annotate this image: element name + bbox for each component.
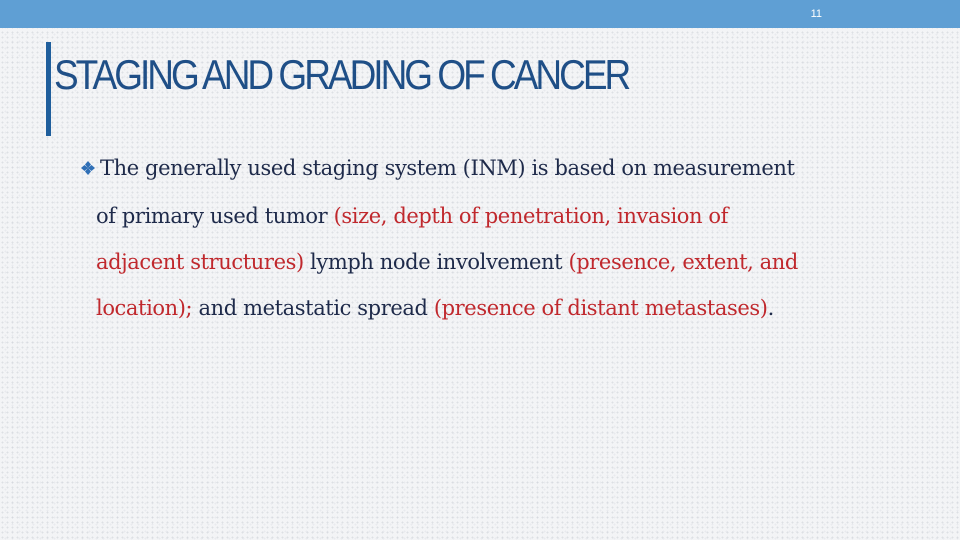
text-segment-emphasis: (presence, extent, and	[568, 250, 798, 274]
text-segment: and metastatic spread	[192, 296, 434, 320]
bullet-paragraph	[80, 145, 880, 331]
title-accent-bar	[46, 42, 51, 136]
text-segment: lymph node involvement	[303, 250, 569, 274]
paragraph-line	[80, 145, 880, 193]
slide-number: 11	[810, 8, 822, 20]
text-segment-emphasis: location);	[96, 296, 193, 320]
text-segment: The generally used staging system (INM) is based on measurement	[100, 156, 795, 180]
text-segment-emphasis: (presence of distant metastases)	[433, 296, 768, 320]
diamond-bullet-icon	[80, 147, 98, 193]
text-segment: of primary used tumor	[96, 204, 334, 228]
slide-title: STAGING AND GRADING OF CANCER	[54, 52, 629, 98]
paragraph-line	[80, 239, 880, 285]
text-segment-emphasis: (size, depth of penetration, invasion of	[333, 204, 729, 228]
text-segment: .	[767, 296, 774, 320]
paragraph-line	[80, 285, 880, 331]
top-bar	[0, 0, 960, 28]
text-segment-emphasis: adjacent structures)	[96, 250, 304, 274]
paragraph-line	[80, 193, 880, 239]
